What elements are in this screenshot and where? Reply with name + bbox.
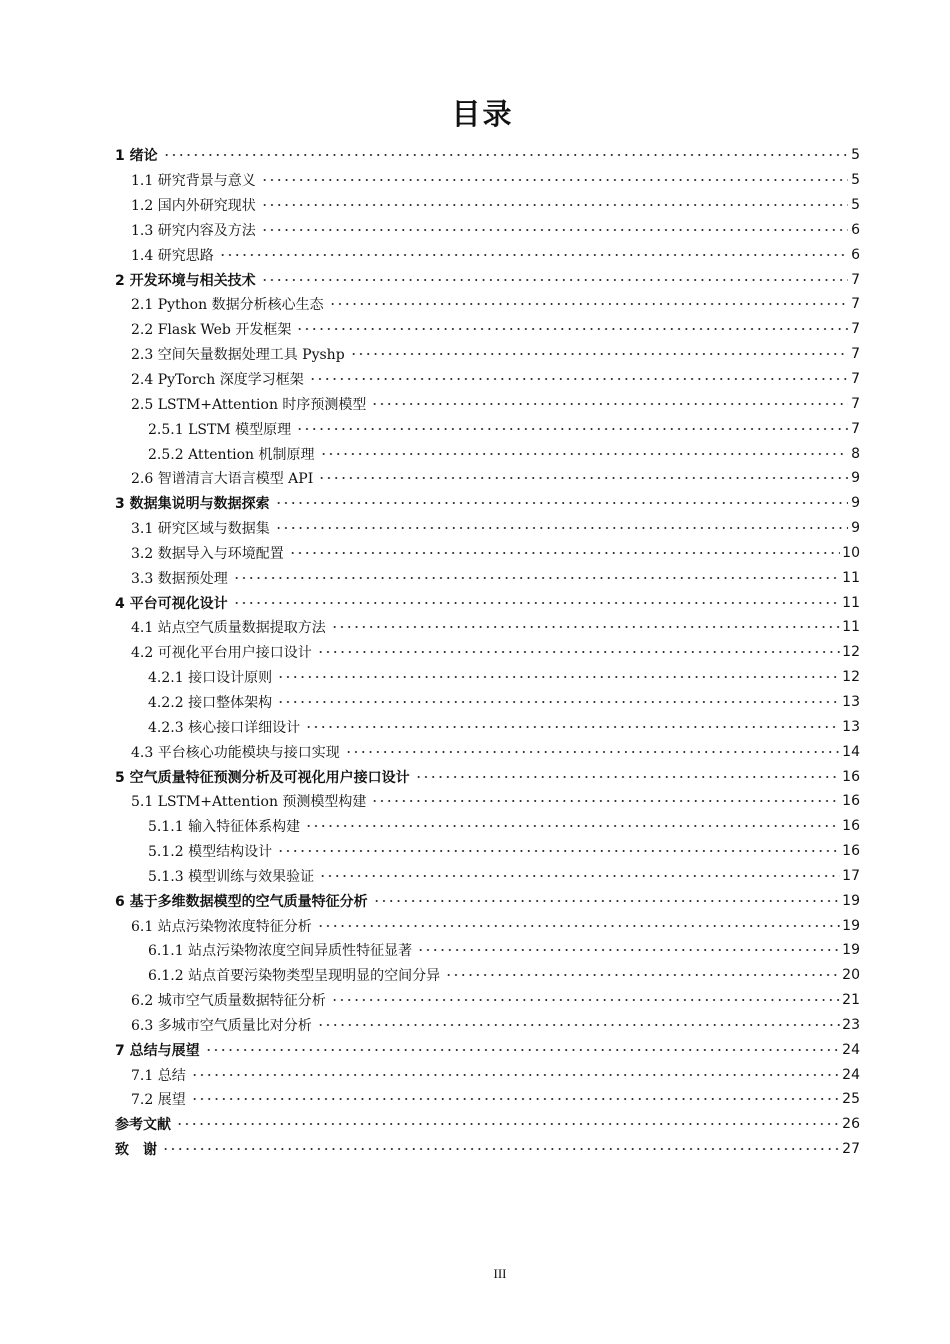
toc-entry[interactable] (131, 342, 860, 367)
toc-entry-label: 7 总结与展望 (115, 1042, 200, 1059)
toc-entry-page: 6 (851, 246, 860, 263)
toc-entry[interactable] (148, 665, 860, 690)
toc-entry-label: 3 数据集说明与数据探索 (115, 496, 270, 513)
toc-entry[interactable] (131, 988, 860, 1013)
toc-entry[interactable] (148, 714, 860, 739)
toc-entry[interactable] (131, 242, 860, 267)
toc-dot-leader (296, 422, 848, 436)
toc-entry-page: 12 (842, 669, 860, 686)
toc-dot-leader (163, 148, 848, 162)
toc-dot-leader (320, 447, 849, 461)
toc-dot-leader (296, 322, 848, 336)
toc-entry[interactable] (131, 168, 860, 193)
toc-entry-label: 5.1.2 模型结构设计 (148, 844, 273, 861)
toc-entry-label: 3.2 数据导入与环境配置 (131, 545, 284, 562)
toc-dot-leader (277, 844, 840, 858)
toc-entry[interactable] (148, 416, 860, 441)
toc-entry-page: 13 (842, 693, 860, 710)
toc-dot-leader (219, 248, 848, 262)
toc-entry[interactable] (131, 640, 860, 665)
toc-entry[interactable] (148, 839, 860, 864)
toc-dot-leader (191, 1092, 840, 1106)
toc-entry-label: 1.2 国内外研究现状 (131, 198, 256, 215)
toc-entry[interactable] (131, 391, 860, 416)
toc-entry[interactable] (115, 1037, 860, 1062)
toc-entry-page: 27 (842, 1141, 860, 1158)
toc-entry-page: 16 (842, 818, 860, 835)
toc-dot-leader (176, 1117, 840, 1131)
toc-entry[interactable] (131, 913, 860, 938)
toc-dot-leader (371, 794, 840, 808)
toc-entry-page: 7 (851, 420, 860, 437)
toc-dot-leader (261, 198, 848, 212)
toc-entry-page: 9 (851, 520, 860, 537)
toc-dot-leader (373, 894, 841, 908)
toc-entry-page: 7 (851, 346, 860, 363)
toc-entry-page: 24 (842, 1041, 860, 1058)
toc-dot-leader (319, 869, 840, 883)
toc-entry-label: 2.2 Flask Web 开发框架 (131, 322, 292, 339)
toc-entry[interactable] (131, 367, 860, 392)
toc-entry-page: 11 (842, 569, 860, 586)
toc-dot-leader (317, 645, 840, 659)
toc-entry-label: 2 开发环境与相关技术 (115, 272, 256, 289)
toc-entry[interactable] (148, 814, 860, 839)
toc-entry-label: 2.6 智谱清言大语言模型 API (131, 471, 314, 488)
toc-entry-label: 4 平台可视化设计 (115, 595, 228, 612)
toc-entry-label: 2.4 PyTorch 深度学习框架 (131, 372, 304, 389)
toc-entry-label: 6.1 站点污染物浓度特征分析 (131, 918, 312, 935)
toc-dot-leader (275, 496, 848, 510)
toc-entry[interactable] (115, 143, 860, 168)
toc-entry[interactable] (148, 938, 860, 963)
toc-entry-page: 11 (842, 594, 860, 611)
toc-entry-label: 致 谢 (115, 1142, 157, 1159)
toc-dot-leader (261, 223, 848, 237)
toc-dot-leader (415, 770, 841, 784)
toc-dot-leader (261, 273, 848, 287)
toc-entry-label: 1.1 研究背景与意义 (131, 173, 256, 190)
toc-entry[interactable] (115, 764, 860, 789)
toc-entry-label: 5.1.1 输入特征体系构建 (148, 819, 301, 836)
toc-entry[interactable] (131, 615, 860, 640)
toc-entry-label: 2.3 空间矢量数据处理工具 Pyshp (131, 347, 345, 364)
toc-dot-leader (331, 993, 840, 1007)
toc-dot-leader (277, 695, 840, 709)
toc-entry[interactable] (131, 317, 860, 342)
toc-entry-page: 11 (842, 619, 860, 636)
toc-entry-page: 19 (842, 942, 860, 959)
toc-dot-leader (350, 347, 848, 361)
toc-entry-label: 5.1.3 模型训练与效果验证 (148, 868, 315, 885)
toc-entry-page: 6 (851, 221, 860, 238)
toc-entry-page: 21 (842, 992, 860, 1009)
toc-entry-page: 5 (851, 197, 860, 214)
toc-dot-leader (445, 968, 840, 982)
toc-entry[interactable] (131, 218, 860, 243)
toc-entry[interactable] (115, 1112, 860, 1137)
toc-entry[interactable] (131, 565, 860, 590)
toc-entry-label: 2.5.2 Attention 机制原理 (148, 446, 315, 463)
toc-entry-page: 5 (851, 147, 860, 164)
toc-entry[interactable] (148, 963, 860, 988)
toc-entry-page: 7 (851, 371, 860, 388)
toc-dot-leader (233, 596, 841, 610)
toc-entry-page: 12 (842, 644, 860, 661)
toc-dot-leader (309, 372, 848, 386)
toc-entry[interactable] (115, 888, 860, 913)
toc-dot-leader (317, 1018, 840, 1032)
toc-entry-page: 19 (842, 917, 860, 934)
toc-entry-label: 6 基于多维数据模型的空气质量特征分析 (115, 893, 368, 910)
toc-entry-label: 4.2 可视化平台用户接口设计 (131, 645, 312, 662)
toc-dot-leader (329, 297, 848, 311)
toc-entry[interactable] (131, 292, 860, 317)
toc-dot-leader (277, 670, 840, 684)
toc-entry-label: 6.1.1 站点污染物浓度空间异质性特征显著 (148, 943, 413, 960)
toc-entry-label: 5.1 LSTM+Attention 预测模型构建 (131, 794, 367, 811)
toc-entry-label: 2.1 Python 数据分析核心生态 (131, 297, 324, 314)
toc-entry-label: 4.2.3 核心接口详细设计 (148, 719, 301, 736)
toc-entry-page: 13 (842, 718, 860, 735)
toc-entry[interactable] (131, 789, 860, 814)
toc-entry-label: 3.1 研究区域与数据集 (131, 521, 270, 538)
toc-entry[interactable] (115, 491, 860, 516)
toc-entry[interactable] (131, 739, 860, 764)
toc-entry-page: 23 (842, 1016, 860, 1033)
toc-entry-label: 6.1.2 站点首要污染物类型呈现明显的空间分异 (148, 968, 441, 985)
toc-entry-page: 7 (851, 296, 860, 313)
toc-entry-label: 2.5 LSTM+Attention 时序预测模型 (131, 396, 367, 413)
toc-entry[interactable] (131, 466, 860, 491)
toc-dot-leader (191, 1068, 840, 1082)
toc-entry-label: 6.2 城市空气质量数据特征分析 (131, 993, 326, 1010)
toc-entry-page: 7 (851, 271, 860, 288)
toc-dot-leader (305, 819, 840, 833)
toc-entry-page: 24 (842, 1066, 860, 1083)
toc-entry[interactable] (148, 863, 860, 888)
footer-page-number: III (493, 1266, 507, 1281)
toc-dot-leader (162, 1142, 840, 1156)
toc-entry-page: 10 (842, 544, 860, 561)
toc-dot-leader (261, 173, 848, 187)
toc-entry-label: 2.5.1 LSTM 模型原理 (148, 421, 292, 438)
toc-entry[interactable] (131, 541, 860, 566)
toc-dot-leader (371, 397, 848, 411)
toc-entry-label: 5 空气质量特征预测分析及可视化用户接口设计 (115, 769, 410, 786)
toc-entry-label: 1.3 研究内容及方法 (131, 222, 256, 239)
toc-dot-leader (233, 571, 840, 585)
toc-entry-label: 4.1 站点空气质量数据提取方法 (131, 620, 326, 637)
toc-entry[interactable] (131, 1087, 860, 1112)
toc-dot-leader (331, 620, 840, 634)
toc-entry-page: 25 (842, 1091, 860, 1108)
toc-entry[interactable] (148, 441, 860, 466)
toc-entry-page: 20 (842, 967, 860, 984)
toc-entry-label: 3.3 数据预处理 (131, 570, 228, 587)
toc-entry[interactable] (115, 1137, 860, 1162)
toc-entry-page: 7 (851, 395, 860, 412)
toc-entry-label: 7.1 总结 (131, 1067, 186, 1084)
toc-entry-page: 7 (851, 321, 860, 338)
toc-entry[interactable] (148, 690, 860, 715)
toc-entry-page: 26 (842, 1116, 860, 1133)
toc-entry[interactable] (131, 193, 860, 218)
toc-dot-leader (275, 521, 848, 535)
toc-entry-label: 4.2.1 接口设计原则 (148, 670, 273, 687)
table-of-contents (0, 143, 950, 1162)
toc-entry-page: 16 (842, 843, 860, 860)
toc-dot-leader (345, 745, 840, 759)
toc-dot-leader (318, 471, 848, 485)
toc-dot-leader (317, 919, 840, 933)
toc-entry-label: 4.3 平台核心功能模块与接口实现 (131, 744, 340, 761)
toc-entry-label: 1.4 研究思路 (131, 247, 214, 264)
toc-entry[interactable] (131, 1013, 860, 1038)
toc-entry-label: 6.3 多城市空气质量比对分析 (131, 1017, 312, 1034)
toc-entry[interactable] (115, 267, 860, 292)
page-title: 目录 (451, 97, 514, 131)
toc-entry-page: 14 (842, 743, 860, 760)
toc-entry-label: 4.2.2 接口整体架构 (148, 694, 273, 711)
toc-entry-label: 参考文献 (115, 1117, 171, 1134)
toc-entry-page: 8 (851, 445, 860, 462)
toc-entry-label: 7.2 展望 (131, 1092, 186, 1109)
toc-entry-page: 9 (851, 495, 860, 512)
toc-entry-page: 5 (851, 172, 860, 189)
toc-entry-page: 17 (842, 867, 860, 884)
toc-entry[interactable] (131, 1062, 860, 1087)
toc-dot-leader (417, 943, 840, 957)
toc-entry-page: 16 (842, 793, 860, 810)
toc-dot-leader (289, 546, 840, 560)
toc-entry-label: 1 绪论 (115, 148, 158, 165)
toc-entry-page: 9 (851, 470, 860, 487)
toc-entry-page: 19 (842, 892, 860, 909)
toc-entry[interactable] (131, 516, 860, 541)
toc-entry-page: 16 (842, 768, 860, 785)
toc-dot-leader (305, 720, 840, 734)
toc-dot-leader (205, 1043, 841, 1057)
toc-entry[interactable] (115, 590, 860, 615)
